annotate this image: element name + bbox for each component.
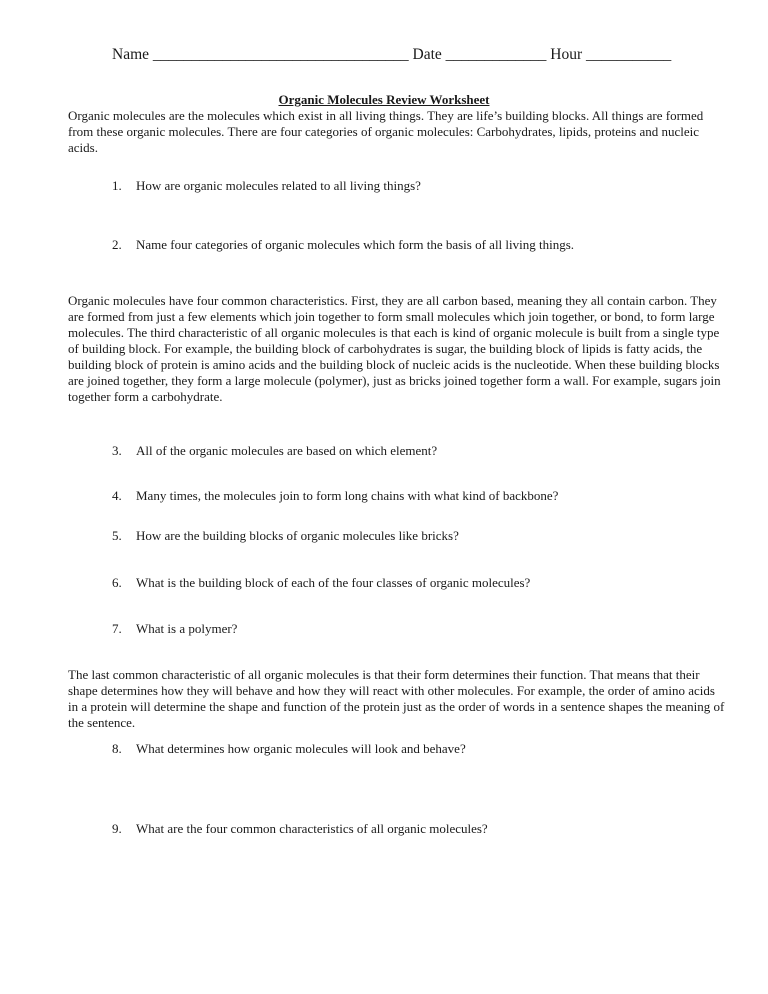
name-field[interactable]: _________________________________ <box>152 46 409 63</box>
question-6: 6. What is the building block of each of the four classes of organic molecules? <box>112 575 531 590</box>
question-text: All of the organic molecules are based on which element? <box>136 443 438 458</box>
question-4: 4. Many times, the molecules join to form long chains with what kind of backbone? <box>112 488 559 503</box>
question-text: Many times, the molecules join to form long chains with what kind of backbone? <box>136 488 559 503</box>
question-text: How are organic molecules related to all living things? <box>136 178 421 193</box>
intro-paragraph: Organic molecules are the molecules which exist in all living things. They are life’s building blocks. All things are formed from these organic molecules. There are four categories of organic molecules: Carbohydrates, lipids, proteins and nucleic acids. <box>68 108 704 155</box>
question-text: What is a polymer? <box>136 621 238 636</box>
question-1: 1. How are organic molecules related to all living things? <box>112 178 421 193</box>
form-function-paragraph: The last common characteristic of all organic molecules is that their form determines their function. That means that their shape determines how they will behave and how they will react with other molecules. For example, the order of amino acids in a protein will determine the shape and function of the protein just as the order of words in a sentence shapes the meaning of the sentence. <box>68 667 725 730</box>
question-8: 8. What determines how organic molecules will look and behave? <box>112 741 466 756</box>
hour-field[interactable]: ___________ <box>586 46 672 63</box>
question-text: What are the four common characteristics of all organic molecules? <box>136 821 488 836</box>
question-text: How are the building blocks of organic molecules like bricks? <box>136 528 459 543</box>
question-text: What determines how organic molecules will look and behave? <box>136 741 466 756</box>
date-label: Date <box>412 46 442 63</box>
hour-label: Hour <box>550 46 583 63</box>
date-field[interactable]: _____________ <box>445 46 547 63</box>
question-9: 9. What are the four common characteristics of all organic molecules? <box>112 821 488 836</box>
question-text: What is the building block of each of the four classes of organic molecules? <box>136 575 531 590</box>
question-5: 5. How are the building blocks of organic molecules like bricks? <box>112 528 459 543</box>
question-7: 7. What is a polymer? <box>112 621 238 636</box>
question-text: Name four categories of organic molecules which form the basis of all living things. <box>136 237 575 252</box>
worksheet-title: Organic Molecules Review Worksheet <box>278 92 490 107</box>
student-info-line <box>112 46 671 64</box>
name-label: Name <box>112 46 150 63</box>
question-2: 2. Name four categories of organic molecules which form the basis of all living things. <box>112 237 575 252</box>
question-3: 3. All of the organic molecules are based on which element? <box>112 443 438 458</box>
characteristics-paragraph: Organic molecules have four common characteristics. First, they are all carbon based, meaning they all contain carbon. They are formed from just a few elements which join together to form small molecules which join together, or bond, to form large molecules. The third characteristic of all organic molecules is that each is kind of organic molecule is built from a single type of building block. For example, the building block of carbohydrates is sugar, the building block of lipids is fatty acids, the building block of protein is amino acids and the building block of nucleic acids is the nucleotide. When these building blocks are joined together, they form a large molecule (polymer), just as bricks joined together form a wall. For example, sugars join together form a carbohydrate. <box>68 293 721 404</box>
